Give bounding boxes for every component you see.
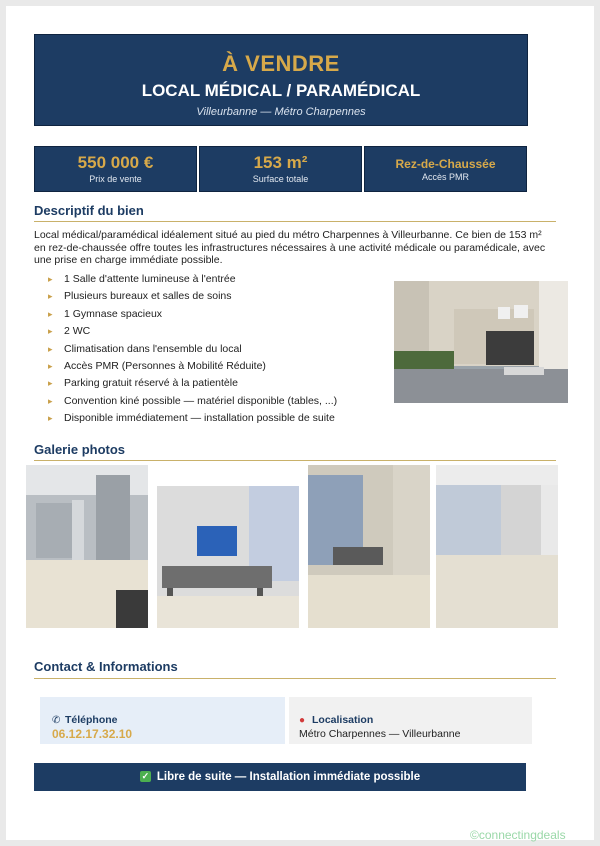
location-subtitle: Villeurbanne — Métro Charpennes [196,106,366,118]
phone-icon: ✆ [52,715,61,726]
sale-tag: À VENDRE [222,51,340,76]
contact-heading: Contact & Informations [34,659,178,674]
gallery-photo-hallway [26,465,148,628]
section-divider [34,678,556,679]
map-pin-icon: ● [299,715,306,726]
list-item: ▸ Disponible immédiatement — installation possible de suite [48,410,337,427]
feature-list [48,271,337,428]
availability-text: Libre de suite — Installation immédiate possible [156,771,421,783]
gallery-photo-treatment-room [157,486,299,628]
stat-surface: 153 m² Surface totale [199,146,362,192]
location-label: Localisation [312,714,374,726]
list-item: ▸ Accès PMR (Personnes à Mobilité Réduite) [48,358,337,375]
watermark: ©connectingdeals [470,828,566,842]
hero-banner [34,34,528,126]
availability-banner [34,763,526,791]
page-title: LOCAL MÉDICAL / PARAMÉDICAL [141,81,421,100]
section-divider [34,460,556,461]
stat-price: 550 000 € Prix de vente [34,146,197,192]
galerie-heading: Galerie photos [34,442,126,457]
gallery-photo-room-2 [308,465,430,628]
list-item: ▸ Convention kiné possible — matériel disponible (tables, ...) [48,393,337,410]
location-value: Métro Charpennes — Villeurbanne [299,728,461,740]
list-item: ▸ Plusieurs bureaux et salles de soins [48,288,337,305]
section-divider [34,221,556,222]
gallery-photo-room-3 [436,465,558,628]
stat-floor: Rez-de-Chaussée Accès PMR [364,146,527,192]
check-icon: ✓ [141,771,150,782]
location-box [289,697,532,744]
list-item: ▸ 1 Gymnase spacieux [48,306,337,323]
list-item: ▸ Climatisation dans l'ensemble du local [48,341,337,358]
list-item: ▸ Parking gratuit réservé à la patientèle [48,375,337,392]
phone-number[interactable]: 06.12.17.32.10 [52,727,133,741]
descriptif-heading: Descriptif du bien [34,203,144,218]
facade-photo [394,281,568,403]
description-text: Local médical/paramédical idéalement situé au pied du métro Charpennes à Villeurbanne. Ce bien de 153 m² en rez-de-chaussée offre toutes les infrastructures nécessaires à une activité médicale ou paramédicale, avec une prise en charge immédiate possible. [34,229,546,266]
list-item: ▸ 1 Salle d'attente lumineuse à l'entrée [48,271,337,288]
list-item: ▸ 2 WC [48,323,337,340]
phone-label: Téléphone [65,714,118,726]
phone-box [40,697,285,744]
